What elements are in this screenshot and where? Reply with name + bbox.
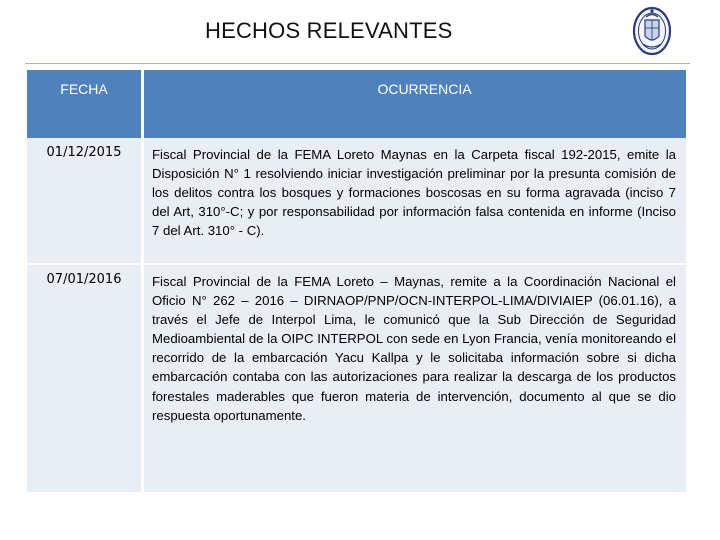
- column-header-ocurrencia: OCURRENCIA: [377, 81, 472, 97]
- events-table: [27, 70, 686, 492]
- header-rule: [25, 63, 690, 64]
- coat-of-arms-emblem-icon: [631, 6, 673, 56]
- row-description-text: Fiscal Provincial de la FEMA Loreto – Maynas, remite a la Coordinación Nacional el Oficio N° 262 – 2016 – DIRNAOP/PNP/OCN-INTERPOL-LIMA/DIVIAIEP (06.01.16), a través el Jefe de Interpol Lima, le comunicó que la Sub Dirección de Seguridad Medioambiental de la OIPC INTERPOL con sede en Lyon Francia, venía monitoreando el recorrido de la embarcación Yacu Kallpa y le solicitaba información sobre si dicha embarcación contaba con las autorizaciones para realizar la descarga de los productos forestales maderables que fueron materia de intervención, documento al que se dio respuesta oportunamente.: [152, 274, 676, 423]
- page-title: HECHOS RELEVANTES: [205, 18, 453, 43]
- row-date: 01/12/2015: [27, 138, 143, 264]
- column-header-fecha: FECHA: [27, 70, 143, 138]
- row-description: [143, 264, 687, 492]
- table-header-row: [27, 70, 686, 138]
- row-description-text: Fiscal Provincial de la FEMA Loreto Maynas en la Carpeta fiscal 192-2015, emite la Disposición N° 1 resolviendo iniciar investigación preliminar por la presunta comisión de los delitos contra los bosques y formaciones boscosas en su forma agravada (inciso 7 del Art, 310°-C; y por responsabilidad por información falsa contenida en informe (Inciso 7 del Art. 310° - C).: [152, 147, 676, 239]
- row-date: 07/01/2016: [27, 264, 143, 492]
- row-description: [143, 138, 687, 264]
- table-row: [27, 264, 686, 492]
- table-row: [27, 138, 686, 264]
